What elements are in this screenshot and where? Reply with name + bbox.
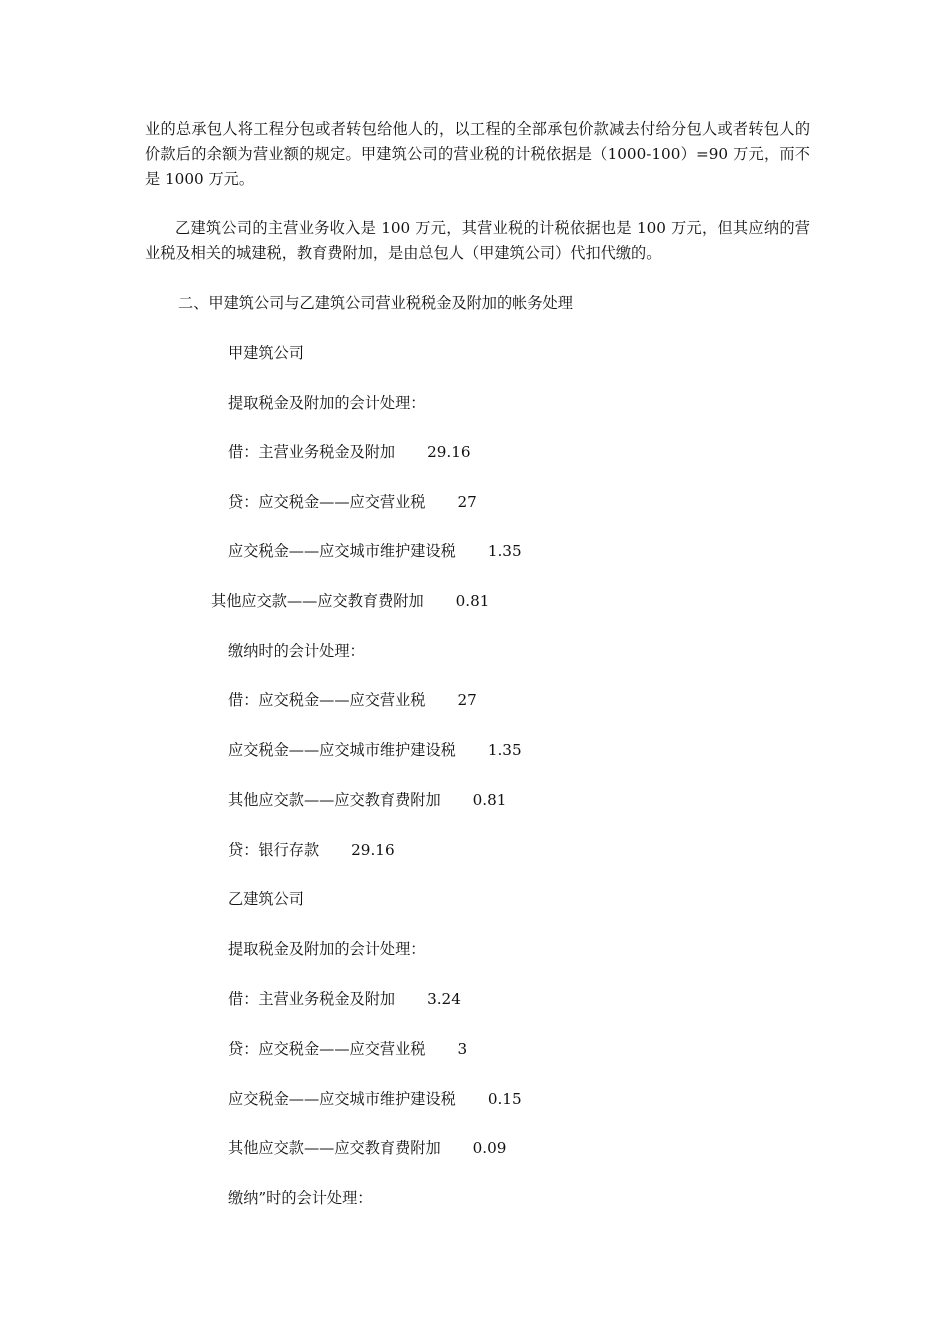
journal-amount: 27 <box>457 493 477 511</box>
paragraph-1: 业的总承包人将工程分包或者转包给他人的，以工程的全部承包价款减去付给分包人或者转包人的价款后的余额为营业额的规定。甲建筑公司的营业税的计税依据是（1000-100）=90 万元，而不是 1000 万元。 <box>145 120 810 188</box>
journal-line <box>228 989 461 1009</box>
journal-amount: 3.24 <box>427 990 461 1008</box>
company-a-accrual-title: 提取税金及附加的会计处理： <box>228 394 426 412</box>
journal-amount: 0.15 <box>487 1090 522 1108</box>
journal-account: 借：主营业务税金及附加 <box>228 990 396 1008</box>
company-b-name: 乙建筑公司 <box>228 890 304 908</box>
section-heading: 二、甲建筑公司与乙建筑公司营业税税金及附加的帐务处理 <box>178 294 573 312</box>
journal-amount: 0.81 <box>472 791 507 809</box>
journal-line <box>211 591 489 611</box>
journal-line <box>228 740 522 760</box>
journal-account: 其他应交款——应交教育费附加 <box>228 1139 441 1157</box>
company-b-accrual-title: 提取税金及附加的会计处理： <box>228 940 426 958</box>
company-a-payment-title: 缴纳时的会计处理： <box>228 642 365 660</box>
journal-account: 其他应交款——应交教育费附加 <box>228 791 441 809</box>
journal-amount: 1.35 <box>487 741 522 759</box>
journal-account: 应交税金——应交城市维护建设税 <box>228 1090 456 1108</box>
journal-line <box>228 1138 506 1158</box>
journal-amount: 0.81 <box>455 592 490 610</box>
journal-account: 其他应交款——应交教育费附加 <box>211 592 424 610</box>
journal-line <box>228 1039 467 1059</box>
journal-account: 贷：应交税金——应交营业税 <box>228 493 426 511</box>
journal-line <box>228 442 471 462</box>
journal-amount: 29.16 <box>427 443 471 461</box>
journal-line <box>228 1089 522 1109</box>
company-a-name: 甲建筑公司 <box>228 344 304 362</box>
company-b-payment-title: 缴纳”时的会计处理： <box>228 1189 373 1207</box>
journal-amount: 1.35 <box>487 542 522 560</box>
journal-line <box>228 840 395 860</box>
journal-account: 贷：应交税金——应交营业税 <box>228 1040 426 1058</box>
journal-amount: 29.16 <box>351 841 395 859</box>
journal-account: 应交税金——应交城市维护建设税 <box>228 542 456 560</box>
journal-line <box>228 541 522 561</box>
journal-account: 贷：银行存款 <box>228 841 320 859</box>
journal-line <box>228 492 477 512</box>
journal-line <box>228 790 506 810</box>
paragraph-2: 乙建筑公司的主营业务收入是 100 万元，其营业税的计税依据也是 100 万元，但其应纳的营业税及相关的城建税，教育费附加，是由总包人（甲建筑公司）代扣代缴的。 <box>145 219 810 262</box>
journal-amount: 3 <box>457 1040 468 1058</box>
journal-line <box>228 690 477 710</box>
journal-amount: 0.09 <box>472 1139 507 1157</box>
journal-amount: 27 <box>457 691 477 709</box>
journal-account: 应交税金——应交城市维护建设税 <box>228 741 456 759</box>
journal-account: 借：主营业务税金及附加 <box>228 443 396 461</box>
journal-account: 借：应交税金——应交营业税 <box>228 691 426 709</box>
